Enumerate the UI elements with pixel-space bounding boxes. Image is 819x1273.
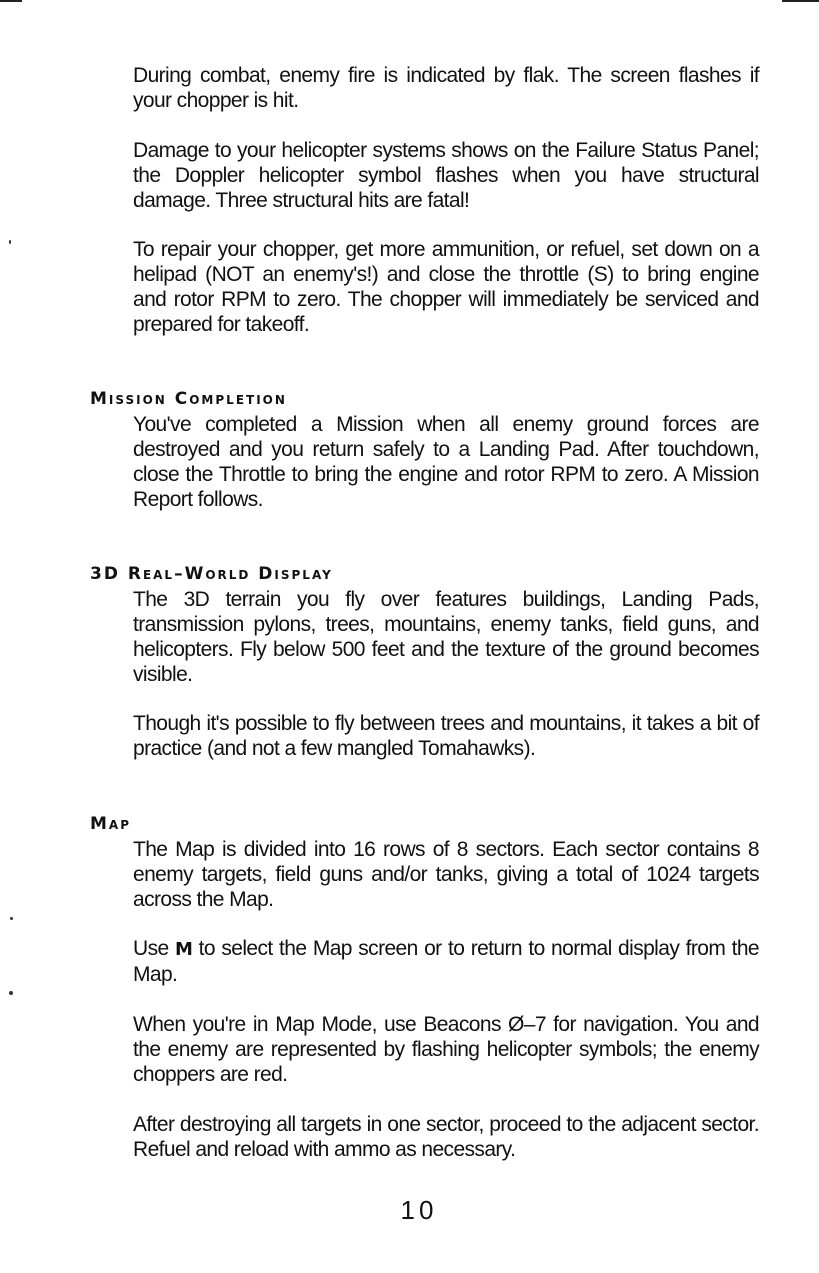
scan-speck [9,991,13,995]
combat-flak-paragraph: During combat, enemy fire is indicated by flak. The screen flashes if your chopper is hit. [133,64,759,112]
scan-speck [10,917,13,920]
page-number: 10 [400,1195,438,1225]
map-key: M [174,939,193,960]
map-heading: Map [90,814,131,834]
top-rule-left [0,0,22,2]
mission-completion-heading: Mission Completion [90,389,287,409]
real-world-display-heading: 3D Real–World Display [90,564,333,584]
sector-paragraph: After destroying all targets in one sector, proceed to the adjacent sector. Refuel and reload with ammo as necessary. [133,1113,759,1161]
damage-paragraph: Damage to your helicopter systems shows on the Failure Status Panel; the Doppler helicopter symbol flashes when you have structural damage. Three structural hits are fatal! [133,139,759,212]
map-key-text-after: to select the Map screen or to return to normal display from the Map. [133,937,760,986]
scan-speck [9,240,11,244]
mission-completion-paragraph: You've completed a Mission when all enemy ground forces are destroyed and you return safely to a Landing Pad. After touchdown, close the Throttle to bring the engine and rotor RPM to zero. A Mission Report follows. [133,413,759,511]
map-mode-paragraph: When you're in Map Mode, use Beacons Ø–7 for navigation. You and the enemy are represented by flashing helicopter symbols; the enemy choppers are red. [133,1013,759,1086]
repair-paragraph: To repair your chopper, get more ammunition, or refuel, set down on a helipad (NOT an enemy's!) and close the throttle (S) to bring engine and rotor RPM to zero. The chopper will immediately be serviced and prepared for takeoff. [133,238,759,336]
map-sectors-paragraph: The Map is divided into 16 rows of 8 sectors. Each sector contains 8 enemy targets, field guns and/or tanks, giving a total of 1024 targets across the Map. [133,838,759,911]
map-key-paragraph [133,936,759,987]
terrain-paragraph: The 3D terrain you fly over features buildings, Landing Pads, transmission pylons, trees, mountains, enemy tanks, field guns, and helicopters. Fly below 500 feet and the texture of the ground becomes visible. [133,588,759,686]
top-rule-right [782,0,819,2]
practice-paragraph: Though it's possible to fly between trees and mountains, it takes a bit of practice (and not a few mangled Tomahawks). [133,712,759,760]
map-key-text-before: Use [133,937,175,960]
